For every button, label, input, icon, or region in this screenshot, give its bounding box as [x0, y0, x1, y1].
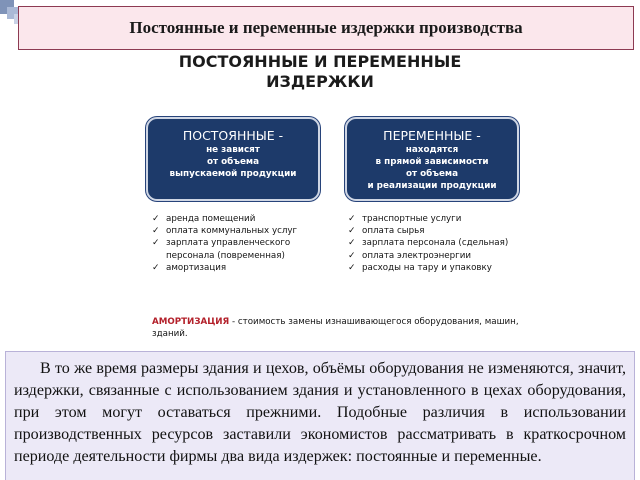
checkmark-icon: ✓ [152, 238, 160, 249]
list-item-text: оплата сырья [362, 226, 425, 237]
variable-costs-desc-line: в прямой зависимости [375, 157, 489, 167]
amortization-definition [152, 316, 522, 341]
list-item-text: зарплата управленческого персонала (повременная) [166, 238, 291, 261]
amortization-text: - стоимость замены изнашивающегося оборудования, машин, зданий. [152, 317, 519, 340]
list-item [348, 225, 528, 237]
fixed-costs-box [146, 117, 320, 201]
checkmark-icon: ✓ [348, 238, 356, 249]
variable-costs-desc-line: от объема [405, 169, 459, 179]
checkmark-icon: ✓ [152, 214, 160, 224]
body-text-box [5, 351, 635, 480]
list-item [152, 213, 332, 225]
list-item-text: оплата электроэнергии [362, 250, 471, 261]
diagram-heading-line: ИЗДЕРЖКИ [266, 72, 374, 91]
diagram-heading-line: ПОСТОЯННЫЕ И ПЕРЕМЕННЫЕ [178, 52, 462, 71]
list-item [348, 262, 528, 274]
checkmark-icon: ✓ [348, 226, 356, 237]
slide-title: Постоянные и переменные издержки производства [129, 18, 523, 37]
list-item [348, 237, 528, 249]
list-item [348, 250, 528, 262]
checkmark-icon: ✓ [348, 262, 356, 273]
variable-costs-box [345, 117, 519, 201]
list-item [348, 213, 528, 225]
checkmark-icon: ✓ [348, 250, 356, 261]
variable-costs-title: ПЕРЕМЕННЫЕ - [383, 128, 481, 143]
list-item [152, 237, 332, 261]
list-item [152, 225, 332, 237]
list-item-text: оплата коммунальных услуг [166, 226, 298, 237]
variable-costs-desc-line: находятся [405, 145, 459, 155]
fixed-costs-desc-line: выпускаемой продукции [169, 169, 297, 179]
list-item-text: зарплата персонала (сдельная) [362, 238, 509, 249]
fixed-costs-desc-line: от объема [206, 157, 260, 167]
checkmark-icon: ✓ [348, 214, 356, 224]
list-item-text: расходы на тару и упаковку [362, 262, 492, 273]
list-item-text: аренда помещений [166, 214, 256, 224]
fixed-costs-list [152, 213, 332, 274]
fixed-costs-title: ПОСТОЯННЫЕ - [182, 128, 284, 143]
fixed-costs-desc-line: не зависят [206, 145, 260, 155]
variable-costs-list [348, 213, 528, 274]
slide-title-bar [18, 6, 634, 50]
body-paragraph: В то же время размеры здания и цехов, объёмы оборудования не изменяются, значит, издержки, связанные с использованием здания и установленного в цехах оборудования, при этом могут оставаться прежними. Подобные различия в использовании производственных ресурсов заставили экономистов рассматривать в краткосрочном периоде деятельности фирмы два вида издержек: постоянные и переменные. [14, 360, 626, 465]
variable-costs-desc-line: и реализации продукции [367, 181, 497, 191]
checkmark-icon: ✓ [152, 262, 160, 273]
checkmark-icon: ✓ [152, 226, 160, 237]
diagram-heading [0, 52, 640, 92]
list-item [152, 262, 332, 274]
amortization-term: АМОРТИЗАЦИЯ [152, 317, 230, 327]
list-item-text: амортизация [166, 262, 227, 273]
list-item-text: транспортные услуги [362, 214, 462, 224]
